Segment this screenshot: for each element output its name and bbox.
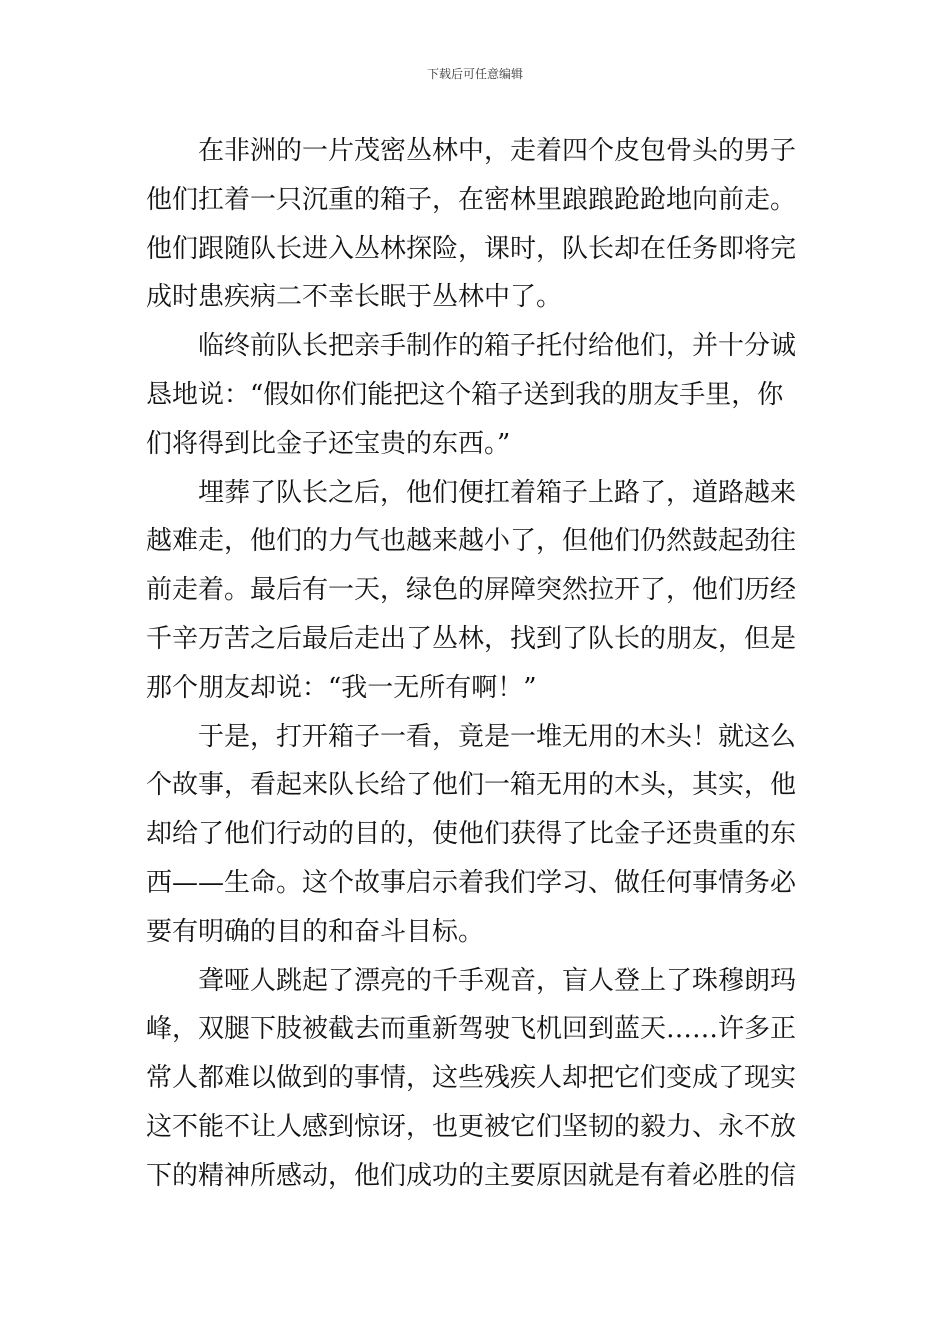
text-line: 在非洲的一片茂密丛林中，走着四个皮包骨头的男子: [198, 136, 797, 166]
text-line: 下的精神所感动，他们成功的主要原因就是有着必胜的信: [146, 1160, 797, 1191]
text-line: 埋葬了队长之后，他们便扛着箱子上路了，道路越来: [198, 477, 797, 508]
text-line: 那个朋友却说：“我一无所有啊！”: [146, 672, 537, 703]
text-line: 西——生命。这个故事启示着我们学习、做任何事情务必: [146, 867, 797, 898]
text-line: 恳地说：“假如你们能把这个箱子送到我的朋友手里，你: [146, 379, 784, 410]
text-line: 越难走，他们的力气也越来越小了，但他们仍然鼓起劲往: [146, 526, 797, 557]
document-body: [146, 127, 808, 1201]
text-line: 前走着。最后有一天，绿色的屏障突然拉开了，他们历经: [146, 575, 797, 606]
text-line: 们将得到比金子还宝贵的东西。”: [146, 428, 511, 459]
text-line: 却给了他们行动的目的，使他们获得了比金子还贵重的东: [146, 819, 797, 850]
text-line: 于是，打开箱子一看，竟是一堆无用的木头！就这么: [198, 721, 797, 752]
text-line: 常人都难以做到的事情，这些残疾人却把它们变成了现实: [146, 1063, 797, 1094]
text-line: 这不能不让人感到惊讶，也更被它们坚韧的毅力、永不放: [146, 1111, 797, 1142]
text-line: 个故事，看起来队长给了他们一箱无用的木头，其实，他: [146, 770, 797, 801]
text-line: 峰，双腿下肢被截去而重新驾驶飞机回到蓝天……许多正: [146, 1014, 797, 1045]
text-line: 他们扛着一只沉重的箱子，在密林里踉踉跄跄地向前走。: [146, 184, 797, 215]
text-line: 要有明确的目的和奋斗目标。: [146, 916, 485, 947]
text-line: 千辛万苦之后最后走出了丛林，找到了队长的朋友，但是: [146, 623, 797, 654]
text-line: 他们跟随队长进入丛林探险，课时，队长却在任务即将完: [146, 233, 797, 264]
text-line: 成时患疾病二不幸长眠于丛林中了。: [146, 282, 563, 313]
page-header: 下载后可任意编辑: [426, 67, 523, 81]
text-line: 临终前队长把亲手制作的箱子托付给他们，并十分诚: [198, 331, 797, 362]
text-line: 聋哑人跳起了漂亮的千手观音，盲人登上了珠穆朗玛: [198, 965, 797, 996]
